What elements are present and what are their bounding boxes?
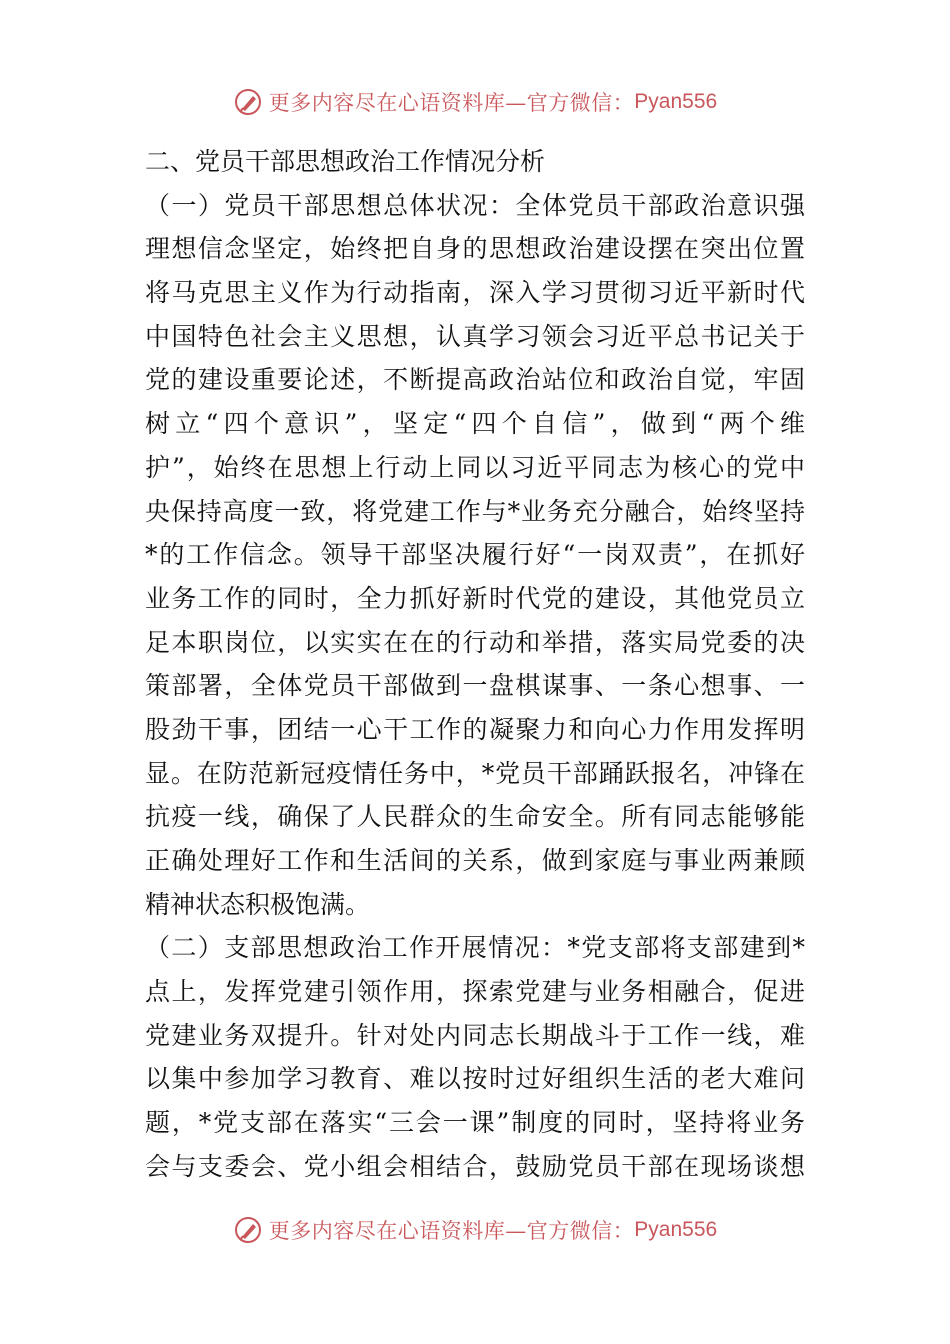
paragraph-line: 题，*党支部在落实“三会一课”制度的同时，坚持将业务 [145,1108,805,1138]
paragraph-line: 足本职岗位，以实实在在的行动和举措，落实局党委的决 [145,627,805,657]
banner-wechat-handle: Pyan556 [634,1218,718,1241]
document-body [145,140,805,1189]
header-banner [0,80,950,124]
paragraph-line: 理想信念坚定，始终把自身的思想政治建设摆在突出位置 [145,234,805,264]
paragraph-line: *的工作信念。领导干部坚决履行好“一岗双责”，在抓好 [145,540,805,570]
paragraph-line: 树立“四个意识”，坚定“四个自信”，做到“两个维 [145,409,805,439]
paragraph-line: 以集中参加学习教育、难以按时过好组织生活的老大难问 [145,1064,805,1094]
paragraph-line: 护”，始终在思想上行动上同以习近平同志为核心的党中 [145,452,805,482]
banner-text: 更多内容尽在心语资料库—官方微信： [268,1219,635,1243]
paragraph-line: 中国特色社会主义思想，认真学习领会习近平总书记关于 [145,321,805,351]
paragraph-line: 点上，发挥党建引领作用，探索党建与业务相融合，促进 [145,977,805,1007]
paragraph-line: 党的建设重要论述，不断提高政治站位和政治自觉，牢固 [145,365,805,395]
footer-banner [0,1208,950,1252]
section-heading: 二、党员干部思想政治工作情况分析 [145,147,546,176]
paragraph-line: 抗疫一线，确保了人民群众的生命安全。所有同志能够能 [145,802,805,832]
banner-wechat-handle: Pyan556 [634,90,718,113]
paragraph-line-last: 精神状态积极饱满。 [145,889,371,919]
quill-pen-logo-icon [233,1215,263,1245]
paragraph-line: 央保持高度一致，将党建工作与*业务充分融合，始终坚持 [145,496,805,526]
paragraph-line: 将马克思主义作为行动指南，深入学习贯彻习近平新时代 [145,278,805,308]
paragraph-line: 党建业务双提升。针对处内同志长期战斗于工作一线，难 [145,1020,805,1050]
paragraph-line: 股劲干事，团结一心干工作的凝聚力和向心力作用发挥明 [145,714,805,744]
paragraph-line: 显。在防范新冠疫情任务中，*党员干部踊跃报名，冲锋在 [145,758,805,788]
paragraph-line: 策部署，全体党员干部做到一盘棋谋事、一条心想事、一 [145,671,805,701]
paragraph-line: （二）支部思想政治工作开展情况：*党支部将支部建到* [145,933,805,963]
quill-pen-logo-icon [233,87,263,117]
paragraph-line: 业务工作的同时，全力抓好新时代党的建设，其他党员立 [145,583,805,613]
paragraph-line: 正确处理好工作和生活间的关系，做到家庭与事业两兼顾 [145,846,805,875]
banner-text: 更多内容尽在心语资料库—官方微信： [268,91,635,115]
paragraph-line: 会与支委会、党小组会相结合，鼓励党员干部在现场谈想 [145,1151,805,1181]
paragraph-line: （一）党员干部思想总体状况：全体党员干部政治意识强 [145,190,805,220]
